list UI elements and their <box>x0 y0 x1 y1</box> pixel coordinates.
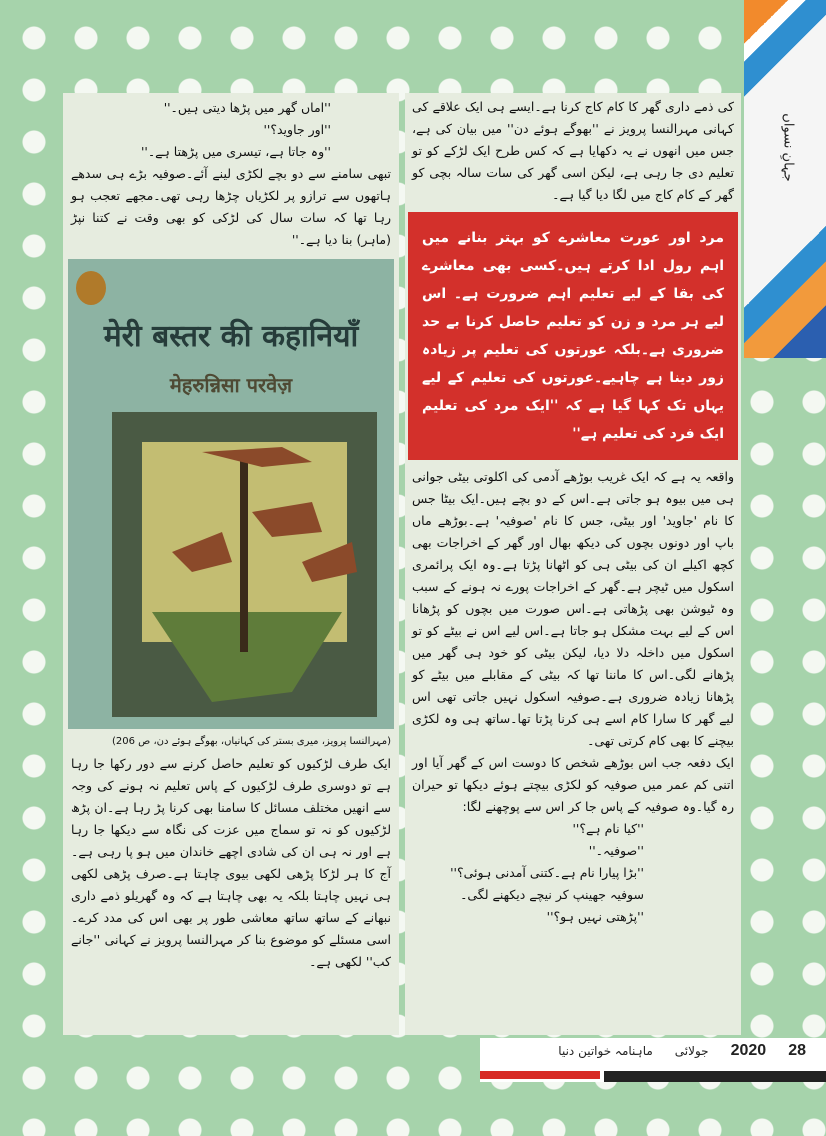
footer-red-stripe <box>480 1071 600 1079</box>
paragraph: تبھی سامنے سے دو بچے لکڑی لینے آئے۔صوفیہ بڑے ہی سدھے ہاتھوں سے ترازو پر لکڑیاں چڑھا رہی تھی۔مجھے تعجب ہو رہا تھا کہ سات سال کی لڑکی کو بھی وقت نے کتنا نپڑ (ماہر) بنا دیا ہے۔'' <box>71 166 391 247</box>
paragraph: واقعہ یہ ہے کہ ایک غریب بوڑھے آدمی کی اکلوتی بیٹی جوانی ہی میں بیوہ ہو جاتی ہے۔اس کے دو بچے ہیں۔ایک بیٹا جس کا نام 'جاوید' اور بیٹی، جس کا نام 'صوفیہ' ہے۔بوڑھے ماں باپ اور دونوں بچوں کی دیکھ بھال اور گھر کے اخراجات بھی کچھ اکیلے ان کی بیٹی ہی کو اٹھانا پڑتا ہے۔وہ ایک پرائمری اسکول میں ٹیچر ہے۔گھر کے اخراجات پورے نہ ہونے کے سبب وہ ٹیوشن بھی پڑھاتی ہے۔اس صورت میں بچوں کو پڑھانا اس کے لیے بہت مشکل ہو جاتا ہے۔اس لیے اس نے بیٹے کو تو اسکول میں داخلہ دلا دیا، لیکن بیٹی کو خود ہی گھر میں پڑھانے لگی۔اس کا ماننا تھا کہ بیٹی کے مقابلے میں بیٹے کو پڑھانا زیادہ ضروری ہے۔صوفیہ اسکول نہیں جاتی تھی اس لیے گھر کا سارا کام اسے ہی کرنا پڑتا تھا۔ساتھ ہی وہ لکڑی بیچنے کا بھی کام کرتی تھی۔ <box>412 469 734 748</box>
page-number: 28 <box>788 1042 806 1059</box>
issue-year: 2020 <box>730 1042 767 1059</box>
right-column-panel <box>405 93 741 1035</box>
paragraph: ایک طرف لڑکیوں کو تعلیم حاصل کرنے سے دور رکھا جا رہا ہے تو دوسری طرف لڑکیوں کے پاس تعلیم نہ ہونے کی وجہ سے انھیں مختلف مسائل کا سامنا بھی کرنا پڑ رہا ہے۔ان پڑھ لڑکیوں کو نہ تو سماج میں عزت کی نگاہ سے دیکھا جا رہا ہے اور نہ ہی ان کی شادی اچھے خاندان میں ہو پا رہی ہے۔ آج کا ہر لڑکا پڑھی لکھی بیوی چاہتا ہے۔صرف پڑھی لکھی ہی نہیں چاہتا بلکہ یہ بھی چاہتا ہے کہ وہ گھریلو ذمے داری نبھانے کے ساتھ ساتھ معاشی طور پر بھی اس کی مدد کرے۔اسی مسئلے کو موضوع بنا کر مہرالنسا پرویز نے کہانی ''جانے کب'' لکھی ہے۔ <box>71 756 391 969</box>
left-column-bottom-text <box>71 753 391 973</box>
dialogue-line: ''وہ جاتا ہے، تیسری میں پڑھتا ہے۔'' <box>140 144 331 159</box>
right-column-top-text <box>408 96 738 206</box>
decorative-side-band <box>744 0 826 358</box>
publisher-seal <box>76 271 106 305</box>
section-label: جہانِ نسواں <box>780 113 796 182</box>
dialogue-line: ''اور جاوید؟'' <box>263 122 331 137</box>
cover-artwork <box>112 412 377 717</box>
paragraph: ایک دفعہ جب اس بوڑھے شخص کا دوست اس کے گھر آیا اور اتنی کم عمر میں صوفیہ کو لکڑی بیچتے ہوئے دیکھا تو حیران رہ گیا۔وہ صوفیہ کے پاس جا کر اس سے پوچھنے لگا: <box>412 755 734 814</box>
book-cover-image <box>68 259 394 729</box>
issue-month: جولائی <box>674 1044 709 1058</box>
book-title: मेरी बस्तर की कहानियाँ <box>103 319 359 354</box>
left-column-panel <box>63 93 399 1035</box>
image-caption: (مہرالنسا پرویز، میری بستر کی کہانیاں، بھوگے ہوئے دن، ص 206) <box>112 736 391 747</box>
dialogue-line: ''صوفیہ۔'' <box>588 843 644 858</box>
dialogue-line: سوفیہ جھینپ کر نیچے دیکھنے لگی۔ <box>460 887 644 902</box>
right-column-bottom-text <box>408 466 738 928</box>
page-footer <box>480 1038 826 1082</box>
pull-quote-box <box>408 212 738 460</box>
dialogue-line: ''اماں گھر میں پڑھا دیتی ہیں۔'' <box>163 100 331 115</box>
left-column-top-text <box>71 97 391 251</box>
pull-quote-text: مرد اور عورت معاشرے کو بہتر بنانے میں اہم رول ادا کرتے ہیں۔کسی بھی معاشرے کی بقا کے لیے تعلیم اہم ضرورت ہے۔ اس لیے ہر مرد و زن کو تعلیم حاصل کرنا بے حد ضروری ہے۔بلکہ عورتوں کی تعلیم پر زیادہ زور دینا ہے چاہیے۔عورتوں کی تعلیم کے لیے یہاں تک کہا گیا ہے کہ ''ایک مرد کی تعلیم ایک فرد کی تعلیم ہے'' <box>422 230 724 442</box>
dialogue-line: ''بڑا پیارا نام ہے۔کتنی آمدنی ہوئی؟'' <box>450 865 644 880</box>
magazine-name: ماہنامہ خواتین دنیا <box>558 1044 653 1058</box>
dialogue-line: ''پڑھتی نہیں ہو؟'' <box>546 909 644 924</box>
book-author: मेहरुन्निसा परवेज़ <box>169 373 293 397</box>
footer-black-stripe <box>604 1071 826 1082</box>
paragraph: کی ذمے داری گھر کا کام کاج کرنا ہے۔ایسے ہی ایک علاقے کی کہانی مہرالنسا پرویز نے ''بھوگے ہوئے دن'' میں بیان کی ہے، جس میں انھوں نے یہ دکھایا ہے کہ کس طرح ایک لڑکے کو تو تعلیم دی جا رہی ہے، لیکن اسی گھر کی سات سالہ بچی کو گھر کے کام کاج میں لگا دیا گیا ہے۔ <box>412 99 734 202</box>
dialogue-line: ''کیا نام ہے؟'' <box>572 821 644 836</box>
